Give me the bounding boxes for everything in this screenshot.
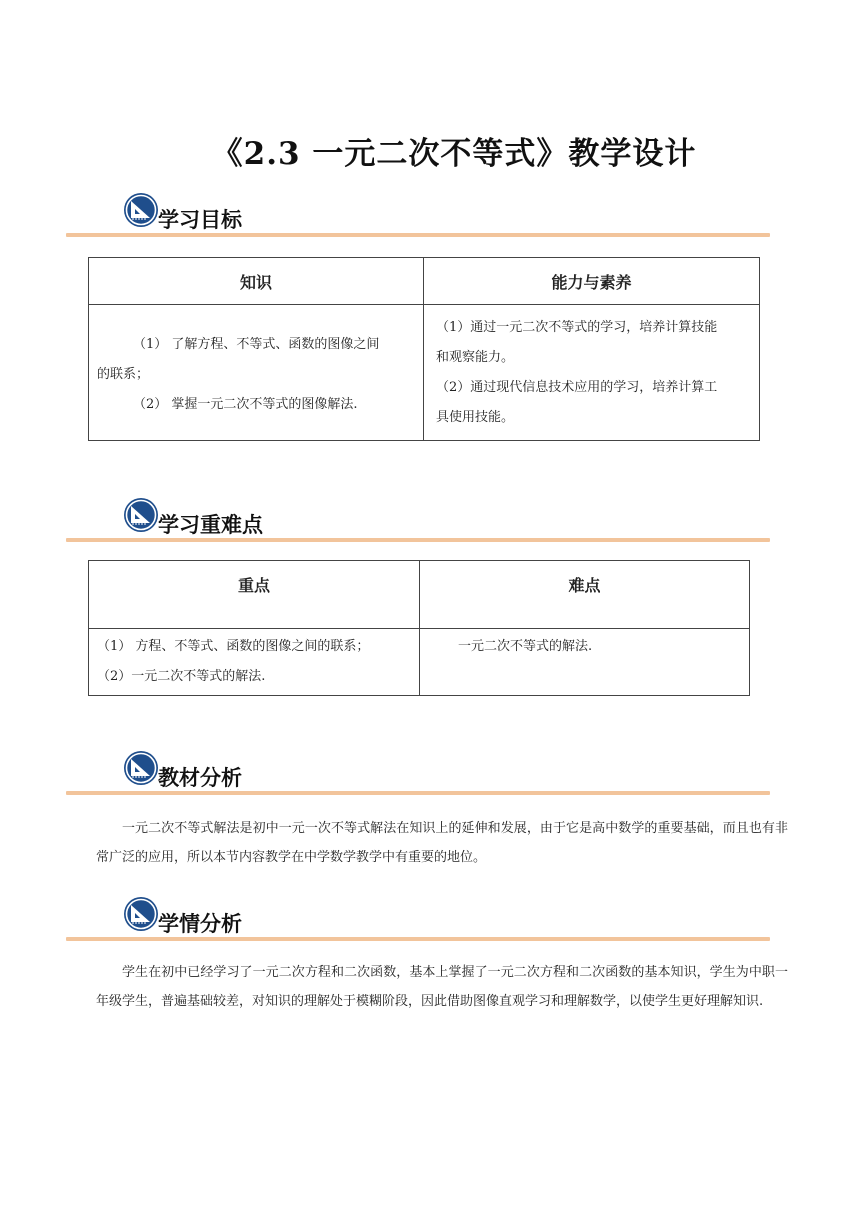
ability-item-2-cont: 具使用技能。 (436, 409, 515, 425)
keypoints-difficult-cell (420, 629, 750, 696)
section-students-title: 学情分析 (158, 912, 242, 936)
section-material-header (0, 750, 860, 800)
knowledge-item-2: （2） 掌握一元二次不等式的图像解法. (133, 396, 358, 412)
keypoints-key-cell (89, 629, 420, 696)
keypoints-table (88, 560, 750, 696)
key-item-1: （1） 方程、不等式、函数的图像之间的联系； (97, 639, 370, 654)
ability-item-1: （1）通过一元二次不等式的学习，培养计算技能 (436, 319, 718, 335)
section-students-header (0, 896, 860, 946)
material-paragraph: 一元二次不等式解法是初中一元一次不等式解法在知识上的延伸和发展，由于它是高中数学的重要基础，而且也有非常广泛的应用，所以本节内容教学在中学数学教学中有重要的地位。 (96, 821, 788, 865)
goals-col-knowledge: 知识 (89, 258, 424, 305)
section-keypoints-header (0, 497, 860, 547)
keypoints-col-difficult: 难点 (420, 561, 750, 629)
set-square-icon (123, 192, 159, 228)
set-square-icon (123, 750, 159, 786)
ability-item-2: （2）通过现代信息技术应用的学习，培养计算工 (436, 379, 718, 395)
section-goals-title: 学习目标 (158, 208, 242, 232)
difficult-item-1: 一元二次不等式的解法. (458, 639, 593, 654)
keypoints-col-key: 重点 (89, 561, 420, 629)
set-square-icon (123, 497, 159, 533)
section-divider (66, 538, 770, 542)
goals-col-ability: 能力与素养 (424, 258, 760, 305)
goals-knowledge-cell (89, 305, 424, 441)
students-paragraph: 学生在初中已经学习了一元二次方程和二次函数，基本上掌握了一元二次方程和二次函数的基本知识，学生为中职一年级学生，普遍基础较差，对知识的理解处于模糊阶段，因此借助图像直观学习和理解数学，以使学生更好理解知识. (96, 965, 788, 1009)
page-title: 《2.3 一元二次不等式》教学设计 (211, 136, 697, 172)
section-keypoints-title: 学习重难点 (158, 513, 263, 537)
section-goals-header (0, 192, 860, 242)
goals-ability-cell (424, 305, 760, 441)
section-material-title: 教材分析 (158, 766, 242, 790)
set-square-icon (123, 896, 159, 932)
knowledge-item-1: （1） 了解方程、不等式、函数的图像之间 (133, 336, 380, 352)
section-divider (66, 233, 770, 237)
key-item-2: （2）一元二次不等式的解法. (97, 669, 266, 684)
section-divider (66, 937, 770, 941)
ability-item-1-cont: 和观察能力。 (436, 349, 515, 365)
section-divider (66, 791, 770, 795)
knowledge-item-1-cont: 的联系； (97, 366, 150, 382)
goals-table (88, 257, 760, 441)
